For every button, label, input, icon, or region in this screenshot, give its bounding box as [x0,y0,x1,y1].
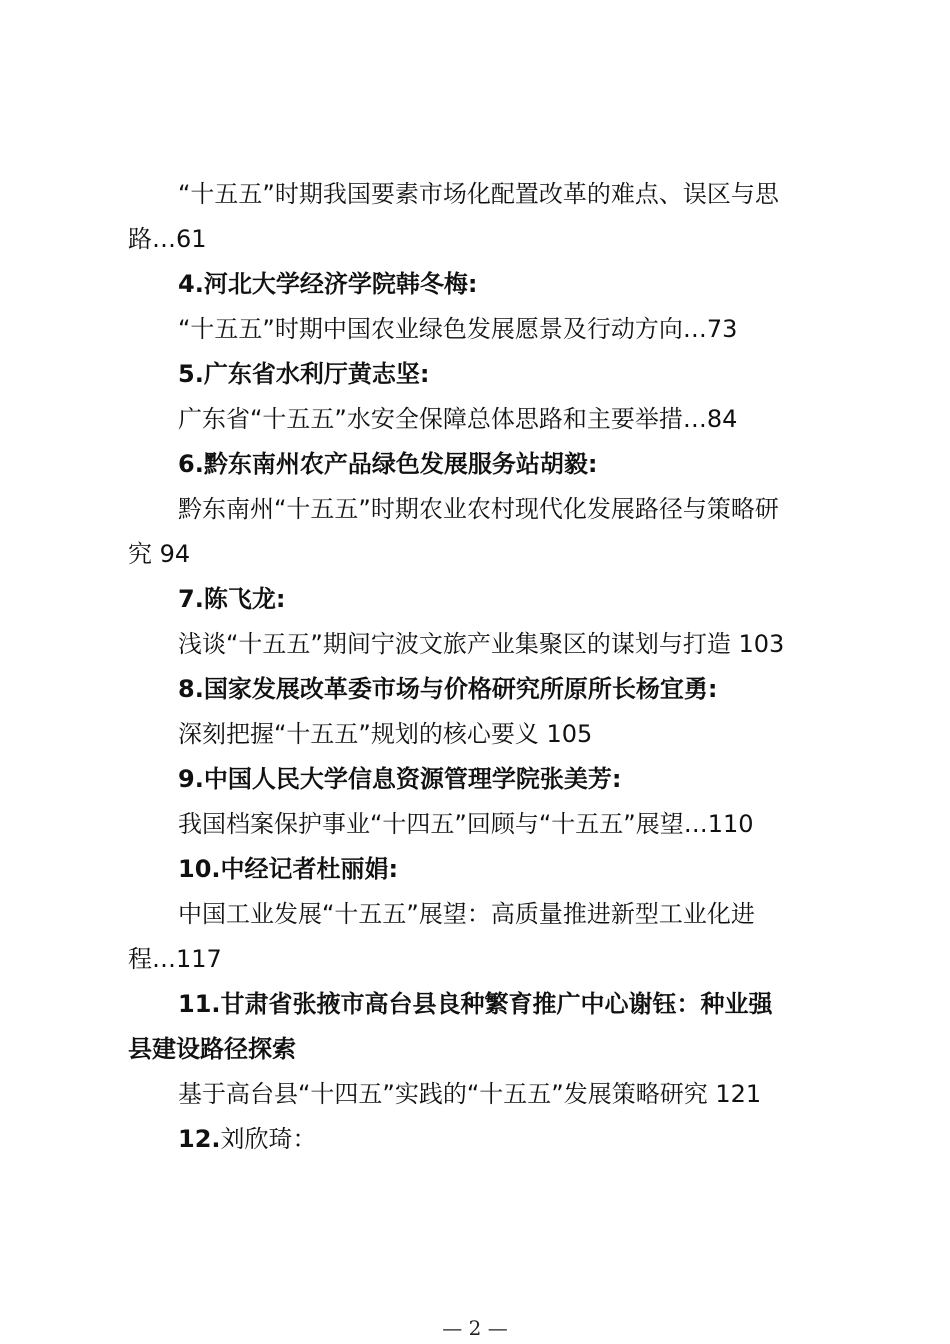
toc-title-line: “十五五”时期我国要素市场化配置改革的难点、误区与思 [178,180,779,208]
toc-title-line: 广东省“十五五”水安全保障总体思路和主要举措…84 [178,405,738,433]
toc-author-line: 7.陈飞龙: [178,585,286,613]
toc-title-line: 究 94 [128,540,191,568]
toc-entries [128,172,828,1117]
toc-author-line: 5.广东省水利厅黄志坚: [178,360,430,388]
toc-title-line: 我国档案保护事业“十四五”回顾与“十五五”展望…110 [178,810,754,838]
toc-last-entry-name: 刘欣琦： [220,1125,317,1153]
toc-last-entry-number: 12. [178,1125,221,1153]
toc-title-line: 基于高台县“十四五”实践的“十五五”发展策略研究 121 [178,1080,762,1108]
toc-title-line: 深刻把握“十五五”规划的核心要义 105 [178,720,593,748]
toc-author-line: 9.中国人民大学信息资源管理学院张美芳: [178,765,622,793]
toc-title-line: 浅谈“十五五”期间宁波文旅产业集聚区的谋划与打造 103 [178,630,785,658]
toc-title-line: “十五五”时期中国农业绿色发展愿景及行动方向…73 [178,315,738,343]
page-number: — 2 — [442,1316,508,1340]
table-of-contents [128,172,828,1162]
toc-author-line: 10.中经记者杜丽娟: [178,855,399,883]
toc-author-line: 4.河北大学经济学院韩冬梅: [178,270,478,298]
toc-title-line: 黔东南州“十五五”时期农业农村现代化发展路径与策略研 [178,495,779,523]
toc-title-line: 程…117 [128,945,222,973]
toc-author-line: 11.甘肃省张掖市高台县良种繁育推广中心谢钰：种业强 [178,990,773,1018]
toc-author-line: 6.黔东南州农产品绿色发展服务站胡毅: [178,450,598,478]
toc-author-line: 8.国家发展改革委市场与价格研究所原所长杨宜勇: [178,675,718,703]
toc-title-line: 路…61 [128,225,207,253]
toc-title-line: 中国工业发展“十五五”展望：高质量推进新型工业化进 [178,900,755,928]
toc-last-entry [128,1117,828,1162]
toc-author-line: 县建设路径探索 [128,1035,296,1063]
